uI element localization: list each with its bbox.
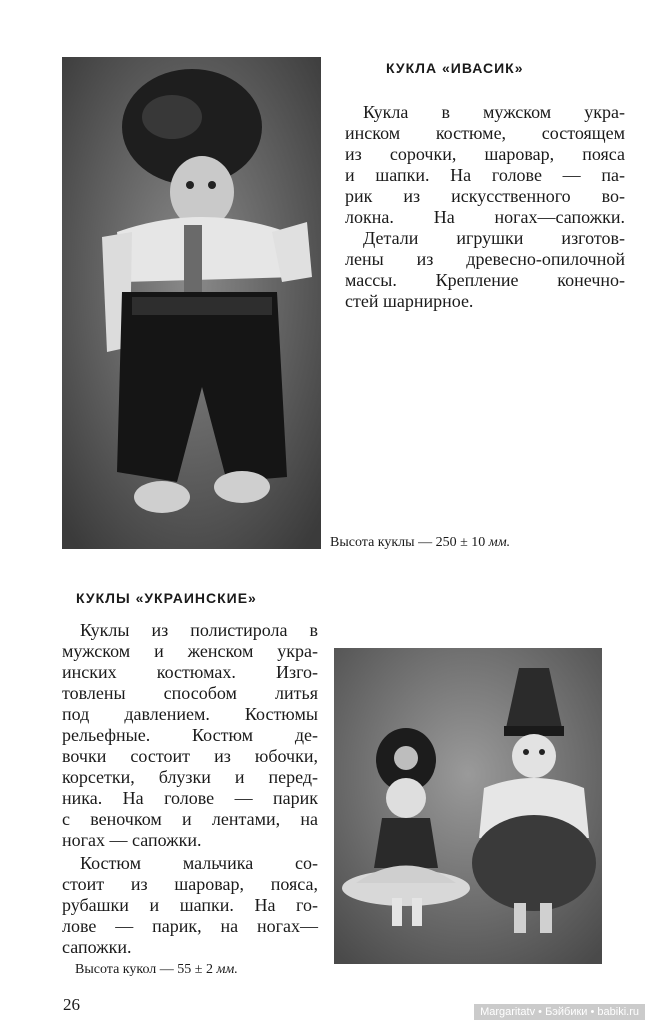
text-line: под давлением. Костюмы [62,704,318,724]
text-line: лены из древесно-опилочной [345,249,625,269]
ivasik-doll-illustration [62,57,321,549]
ukrainian-dolls-photo [334,648,602,964]
text-line: массы. Крепление конечно- [345,270,625,290]
text-line: ногах — сапожки. [62,830,202,850]
text-line: Кукла в мужском укра- [363,102,625,122]
text-line: вочки состоит из юбочки, [62,746,318,766]
text-line: рельефные. Костюм де- [62,725,318,745]
ukrainian-dolls-height-caption [75,962,238,978]
caption-unit: мм. [216,962,238,977]
text-line: лове — парик, на ногах— [62,916,318,936]
text-line: и шапки. На голове — па- [345,165,625,185]
text-line: сапожки. [62,937,132,957]
text-line: мужском и женском укра- [62,641,318,661]
text-line: товлены способом литья [62,683,318,703]
watermark: Margaritatv • Бэйбики • babiki.ru [474,1004,645,1020]
ivasik-description [345,102,625,312]
text-line: Куклы из полистирола в [80,620,318,640]
caption-text: Высота кукол — 55 ± 2 [75,962,213,977]
text-line: рик из искусственного во- [345,186,625,206]
boy-costume-description [62,853,318,958]
text-line: инском костюме, состоящем [345,123,625,143]
text-line: инских костюмах. Изго- [62,662,318,682]
ukrainian-dolls-illustration [334,648,602,964]
text-line: из сорочки, шаровар, пояса [345,144,625,164]
text-line: рубашки и шапки. На го- [62,895,318,915]
text-line: локна. На ногах—сапожки. [345,207,625,227]
caption-unit: мм. [488,535,511,550]
text-line: Детали игрушки изготов- [363,228,625,248]
text-line: ника. На голове — парик [62,788,318,808]
text-line: Костюм мальчика со- [80,853,318,873]
text-line: стоит из шаровар, пояса, [62,874,318,894]
text-line: корсетки, блузки и перед- [62,767,318,787]
ivasik-height-caption [330,535,510,551]
ukrainian-dolls-heading: КУКЛЫ «УКРАИНСКИЕ» [76,590,257,606]
text-line: стей шарнирное. [345,291,474,311]
text-line: с веночком и лентами, на [62,809,318,829]
ivasik-doll-photo [62,57,321,549]
page-number: 26 [63,995,80,1014]
ukrainian-dolls-description [62,620,318,851]
ivasik-heading: КУКЛА «ИВАСИК» [386,60,524,76]
caption-text: Высота куклы — 250 ± 10 [330,535,486,550]
